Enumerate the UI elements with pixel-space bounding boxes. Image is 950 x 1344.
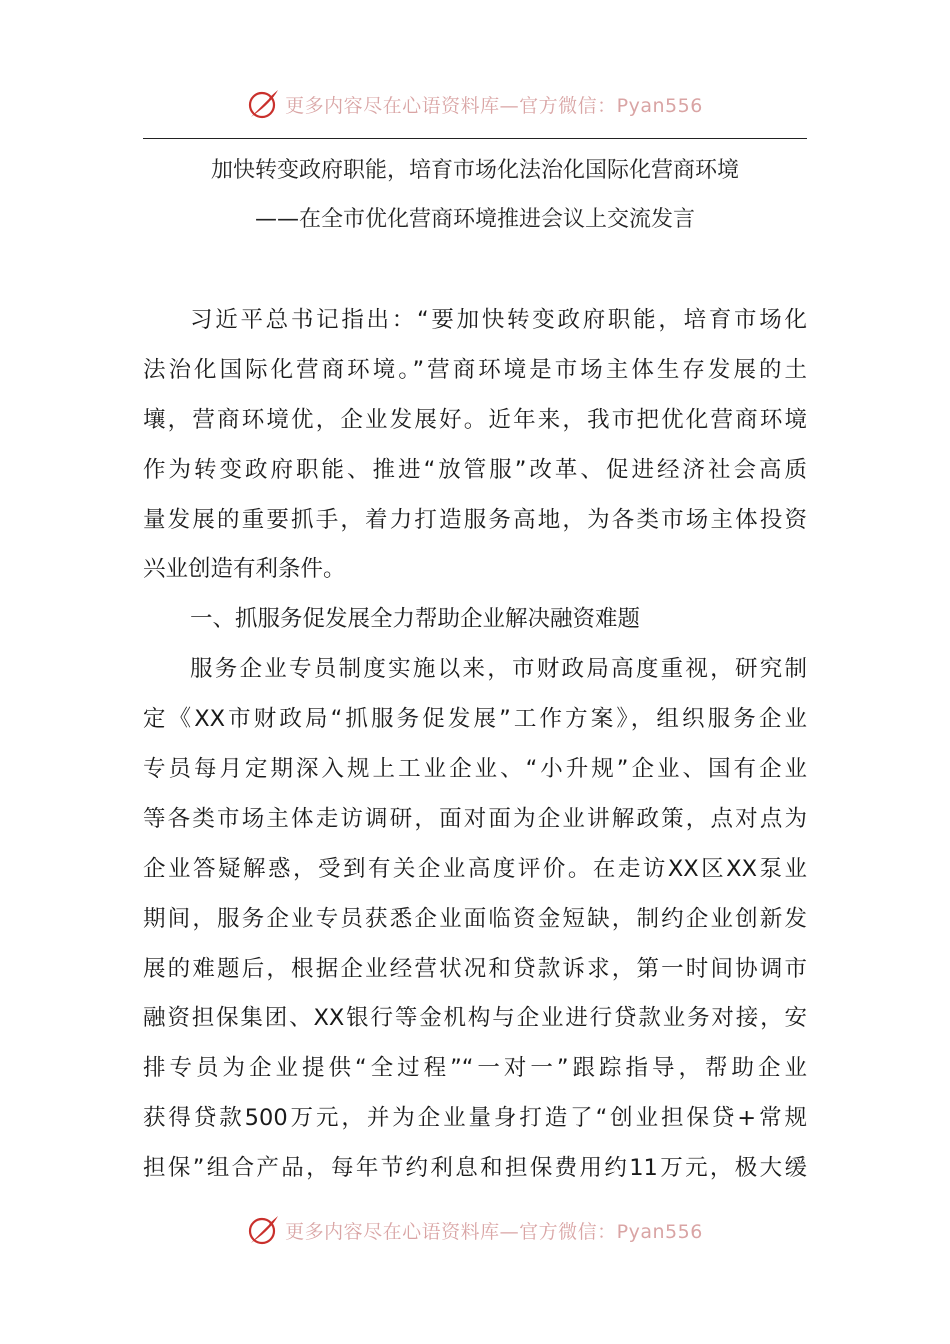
text-line: 量发展的重要抓手，着力打造服务高地，为各类市场主体投资 — [143, 506, 807, 533]
header-divider — [143, 138, 807, 139]
text-line: 等各类市场主体走访调研，面对面为企业讲解政策，点对点为 — [143, 805, 807, 832]
wechat-id: Pyan556 — [616, 1220, 703, 1243]
text-line: 兴业创造有利条件。 — [143, 556, 346, 583]
text-line: 排专员为企业提供“全过程”“一对一”跟踪指导，帮助企业 — [143, 1055, 807, 1082]
page-subtitle: ——在全市优化营商环境推进会议上交流发言 — [254, 207, 695, 232]
text-line: 习近平总书记指出：“要加快转变政府职能，培育市场化 — [190, 307, 807, 333]
text-line: 壤，营商环境优，企业发展好。近年来，我市把优化营商环境 — [143, 406, 807, 433]
page-title: 加快转变政府职能，培育市场化法治化国际化营商环境 — [210, 158, 739, 183]
text-line: 展的难题后，根据企业经营状况和贷款诉求，第一时间协调市 — [143, 955, 807, 982]
footer-banner-text: 更多内容尽在心语资料库—官方微信：Pyan556 — [285, 1220, 703, 1243]
text-line: 企业答疑解惑，受到有关企业高度评价。在走访XX区XX泵业 — [143, 855, 807, 882]
text-line: 服务企业专员制度实施以来，市财政局高度重视，研究制 — [190, 656, 807, 683]
header-banner-text: 更多内容尽在心语资料库—官方微信：Pyan556 — [285, 94, 703, 117]
text-line: 法治化国际化营商环境。”营商环境是市场主体生存发展的土 — [143, 356, 807, 383]
text-line: 融资担保集团、XX银行等金机构与企业进行贷款业务对接，安 — [143, 1005, 807, 1032]
wechat-id: Pyan556 — [616, 94, 703, 117]
text-line: 作为转变政府职能、推进“放管服”改革、促进经济社会高质 — [143, 456, 807, 483]
section-heading: 一、抓服务促发展全力帮助企业解决融资难题 — [190, 606, 641, 633]
text-line: 期间，服务企业专员获悉企业面临资金短缺，制约企业创新发 — [143, 905, 807, 932]
text-line: 定《XX市财政局“抓服务促发展”工作方案》，组织服务企业 — [143, 706, 807, 733]
quill-logo-icon — [247, 1213, 281, 1247]
text-line: 获得贷款500万元，并为企业量身打造了“创业担保贷+常规 — [143, 1105, 807, 1132]
text-line: 专员每月定期深入规上工业企业、“小升规”企业、国有企业 — [143, 756, 807, 783]
text-line: 担保”组合产品，每年节约利息和担保费用约11万元，极大缓 — [143, 1155, 807, 1182]
footer-banner — [0, 1210, 950, 1250]
document-body — [143, 296, 807, 1194]
quill-logo-icon — [247, 87, 281, 121]
header-banner — [0, 84, 950, 124]
